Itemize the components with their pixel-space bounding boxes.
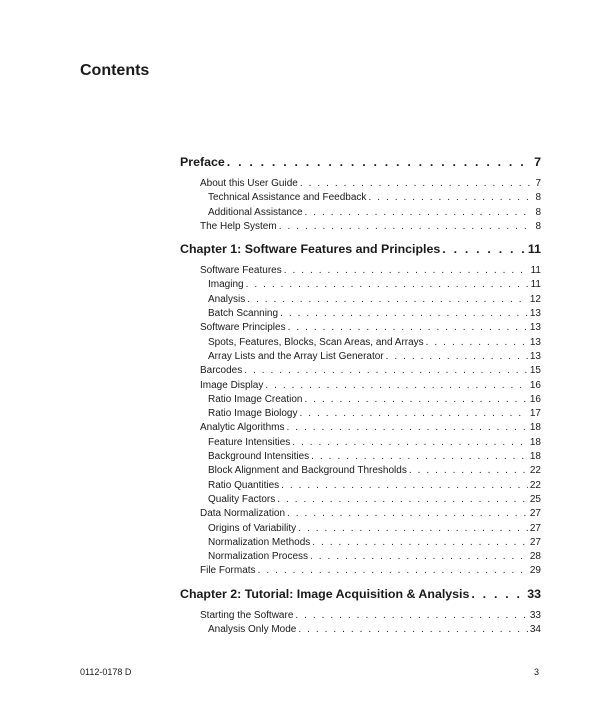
page-title: Contents (80, 62, 150, 79)
toc-entry-title: Software Principles (200, 322, 286, 334)
toc-section-page: 7 (534, 155, 541, 169)
dot-leader (227, 155, 532, 169)
toc-entry-page: 18 (529, 451, 541, 463)
toc-entry-page: 13 (529, 336, 541, 348)
toc-subentry[interactable] (180, 493, 541, 507)
toc-entry-title: Array Lists and the Array List Generator (208, 350, 384, 362)
toc-entry[interactable] (180, 321, 541, 335)
toc-subentry[interactable] (180, 206, 541, 220)
toc-section-entries (180, 609, 541, 638)
toc-section-title: Preface (180, 155, 225, 169)
dot-leader (244, 364, 528, 378)
toc-entry-title: Additional Assistance (208, 206, 303, 218)
toc-section-entry[interactable] (180, 587, 541, 604)
toc-subentry[interactable] (180, 623, 541, 637)
toc-subentry[interactable] (180, 350, 541, 364)
toc-section-page: 11 (527, 242, 541, 257)
toc-entry-page: 18 (529, 436, 541, 448)
toc-section-entries (180, 177, 541, 234)
dot-leader (292, 436, 528, 450)
toc-entry[interactable] (180, 264, 541, 278)
toc-entry-page: 27 (529, 522, 541, 534)
toc-entry-page: 7 (535, 178, 541, 189)
dot-leader (300, 177, 534, 191)
toc-subentry[interactable] (180, 450, 541, 464)
toc-entry-page: 11 (530, 279, 541, 291)
toc-section-entry[interactable] (180, 155, 541, 172)
toc-subentry[interactable] (180, 479, 541, 493)
toc-entry-page: 27 (529, 508, 541, 520)
toc-subentry[interactable] (180, 336, 541, 350)
toc-entry-title: Normalization Methods (208, 536, 311, 548)
toc-subentry[interactable] (180, 522, 541, 536)
toc-entry-title: Batch Scanning (208, 308, 279, 320)
toc-entry[interactable] (180, 564, 541, 578)
toc-entry[interactable] (180, 379, 541, 393)
toc-entry-title: Spots, Features, Blocks, Scan Areas, and Arrays (208, 336, 424, 348)
dot-leader (246, 278, 529, 292)
toc-entry-page: 16 (529, 393, 541, 405)
toc-entry-page: 28 (529, 551, 541, 563)
toc-entry-page: 8 (535, 220, 541, 232)
toc-entry-title: Data Normalization (200, 508, 286, 520)
dot-leader (386, 350, 528, 364)
toc-entry-title: Ratio Quantities (208, 479, 280, 491)
toc-section-page: 33 (527, 586, 541, 601)
dot-leader (368, 191, 533, 205)
toc-section-title: Chapter 1: Software Features and Principles (180, 242, 441, 257)
toc-entry[interactable] (180, 177, 541, 191)
toc-entry-page: 33 (529, 609, 541, 621)
dot-leader (247, 293, 528, 307)
toc-entry-page: 12 (529, 293, 541, 305)
dot-leader (295, 609, 527, 623)
dot-leader (426, 336, 528, 350)
dot-leader (305, 393, 528, 407)
toc-entry[interactable] (180, 421, 541, 435)
toc-entry-page: 8 (535, 192, 541, 204)
toc-entry-title: About this User Guide (200, 178, 298, 189)
toc-entry-page: 11 (530, 265, 541, 277)
dot-leader (280, 307, 528, 321)
toc-entry-title: Barcodes (200, 365, 243, 377)
dot-leader (298, 522, 528, 536)
dot-leader (277, 493, 528, 507)
toc-section-entry[interactable] (180, 242, 541, 259)
toc-section-title: Chapter 2: Tutorial: Image Acquisition & Analysis (180, 586, 470, 601)
dot-leader (311, 450, 528, 464)
toc-entry[interactable] (180, 220, 541, 234)
toc-entry-page: 13 (529, 350, 541, 362)
footer-page-number: 3 (533, 667, 539, 677)
toc-subentry[interactable] (180, 307, 541, 321)
dot-leader (279, 220, 534, 234)
toc-entry-title: Normalization Process (208, 551, 309, 563)
toc-entry-title: Imaging (208, 279, 244, 291)
toc-subentry[interactable] (180, 436, 541, 450)
dot-leader (287, 507, 528, 521)
toc-entry-title: Image Display (200, 379, 264, 391)
toc-entry-page: 8 (535, 206, 541, 218)
dot-leader (312, 536, 528, 550)
dot-leader (471, 587, 525, 601)
dot-leader (298, 623, 528, 637)
toc-entry-title: Origins of Variability (208, 522, 297, 534)
toc-entry-page: 22 (529, 479, 541, 491)
dot-leader (284, 264, 529, 278)
dot-leader (286, 421, 527, 435)
dot-leader (442, 242, 526, 256)
dot-leader (409, 464, 528, 478)
table-of-contents (180, 155, 541, 645)
toc-entry-page: 25 (529, 493, 541, 505)
toc-subentry[interactable] (180, 464, 541, 478)
toc-entry-title: Ratio Image Creation (208, 393, 303, 405)
toc-entry-page: 18 (529, 422, 541, 434)
toc-subentry[interactable] (180, 278, 541, 292)
toc-entry-title: Starting the Software (200, 609, 294, 621)
toc-section-entries (180, 264, 541, 579)
dot-leader (281, 479, 528, 493)
toc-entry-title: Analysis Only Mode (208, 624, 297, 636)
toc-subentry[interactable] (180, 407, 541, 421)
dot-leader (310, 550, 528, 564)
toc-entry-page: 13 (529, 308, 541, 320)
toc-entry-title: Analytic Algorithms (200, 422, 285, 434)
toc-entry[interactable] (180, 364, 541, 378)
toc-entry-page: 27 (529, 536, 541, 548)
dot-leader (305, 206, 534, 220)
toc-entry-page: 29 (529, 565, 541, 577)
toc-entry-page: 15 (529, 365, 541, 377)
toc-entry-title: Feature Intensities (208, 436, 291, 448)
toc-entry-title: Ratio Image Biology (208, 408, 298, 420)
toc-entry-title: Analysis (208, 293, 246, 305)
toc-entry-page: 17 (529, 408, 541, 420)
toc-entry-title: The Help System (200, 220, 277, 232)
dot-leader (265, 379, 528, 393)
toc-entry-page: 13 (529, 322, 541, 334)
toc-entry-title: File Formats (200, 565, 256, 577)
toc-subentry[interactable] (180, 550, 541, 564)
toc-subentry[interactable] (180, 536, 541, 550)
toc-entry-title: Background Intensities (208, 451, 310, 463)
toc-entry[interactable] (180, 609, 541, 623)
footer-doc-number: 0112-0178 D (80, 667, 132, 677)
toc-entry-page: 34 (529, 624, 541, 636)
toc-entry-title: Software Features (200, 265, 282, 277)
dot-leader (300, 407, 528, 421)
toc-entry-page: 16 (529, 379, 541, 391)
toc-entry-page: 22 (529, 465, 541, 477)
dot-leader (288, 321, 528, 335)
toc-entry[interactable] (180, 507, 541, 521)
dot-leader (258, 564, 528, 578)
toc-entry-title: Quality Factors (208, 493, 276, 505)
toc-subentry[interactable] (180, 393, 541, 407)
toc-entry-title: Technical Assistance and Feedback (208, 192, 367, 204)
toc-entry-title: Block Alignment and Background Thresholds (208, 465, 407, 477)
toc-subentry[interactable] (180, 293, 541, 307)
toc-subentry[interactable] (180, 191, 541, 205)
